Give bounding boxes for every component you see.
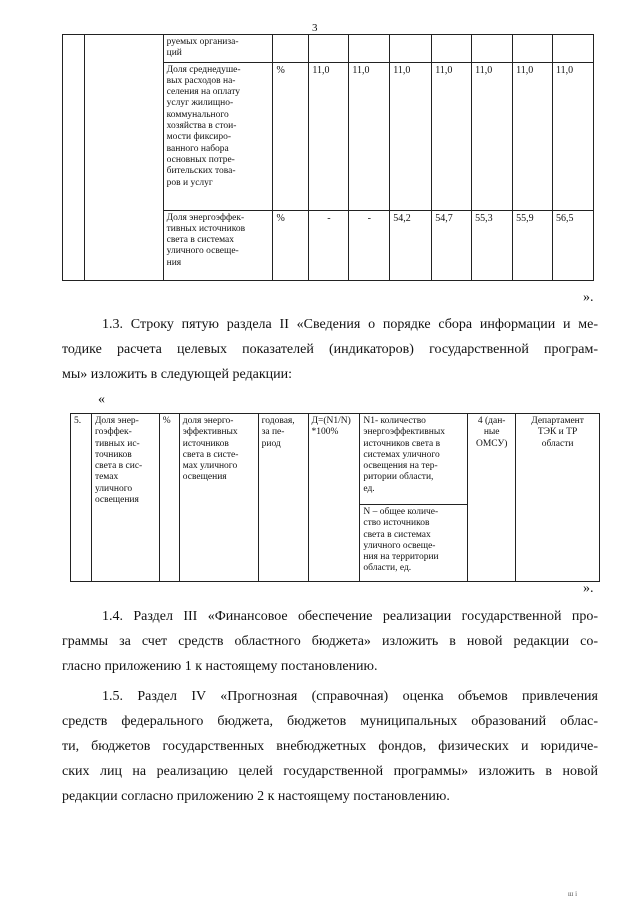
row-number-cell: 5. [71, 414, 92, 582]
value-cell: 54,2 [390, 210, 432, 280]
n-definition-cell: N – общее количе- ство источников света в системах уличного освеще- ния на территории области, ед. [360, 505, 468, 582]
value-cell [390, 35, 432, 63]
closing-quote: ». [583, 581, 594, 596]
indicator-name-cell: Доля энергоэффек- тивных источников света в системах уличного освеще- ния [163, 210, 273, 280]
value-cell: 55,9 [513, 210, 553, 280]
paragraph-1-3: 1.3. Строку пятую раздела II «Сведения о порядке сбора информации и ме- тодике расчета целевых показателей (индикаторов) государственной програм- мы» изложить в следующей редакции: [62, 317, 598, 382]
value-cell: 11,0 [349, 62, 390, 210]
value-cell: 11,0 [432, 62, 472, 210]
paragraph-1-5: 1.5. Раздел IV «Прогнозная (справочная) оценка объемов привлечения средств федерального бюджета, бюджетов муниципальных образований облас- ти, бюджетов государственных внебюджетных фондов, физических и юридиче- ских лиц на реализацию целей государственной программы» изложить в новой редакции согласно приложению 2 к настоящему постановлению. [62, 689, 598, 804]
table-cell [84, 35, 163, 281]
unit-cell [273, 35, 309, 63]
table-row [71, 414, 600, 505]
responsible-cell: Департамент ТЭК и ТР области [516, 414, 600, 582]
paragraph-1-4: 1.4. Раздел III «Финансовое обеспечение реализации государственной про- граммы за счет средств областного бюджета» изложить в новой редакции со- гласно приложению 1 к настоящему постановлению. [62, 609, 598, 674]
table-row [63, 35, 594, 63]
indicator-name-cell: Доля среднедуше- вых расходов на- селения на оплату услуг жилищно- коммунального хозяйства в стои- мости фиксиро- ванного набора основных потре- бительских това- ров и услуг [163, 62, 273, 210]
value-cell [309, 35, 349, 63]
value-cell: 11,0 [472, 62, 513, 210]
closing-quote: ». [583, 290, 594, 305]
footer-mark: ш і [568, 890, 578, 898]
unit-cell: % [273, 62, 309, 210]
formula-cell: Д=(N1/N) *100% [308, 414, 360, 582]
value-cell [472, 35, 513, 63]
value-cell: - [309, 210, 349, 280]
n1-definition-cell: N1- количество энергоэффективных источников света в системах уличного освещения на тер- ритории области, ед. [360, 414, 468, 505]
value-cell: 54,7 [432, 210, 472, 280]
value-cell: 11,0 [553, 62, 594, 210]
opening-quote: « [98, 392, 105, 407]
period-cell: годовая, за пе- риод [258, 414, 308, 582]
value-cell: - [349, 210, 390, 280]
value-cell [349, 35, 390, 63]
value-cell [513, 35, 553, 63]
value-cell: 55,3 [472, 210, 513, 280]
indicators-table [62, 34, 594, 281]
indicator-name-cell: Доля энер- гоэффек- тивных ис- точников света в сис- темах уличного освещения [91, 414, 159, 582]
method-table [70, 413, 600, 582]
unit-cell: % [273, 210, 309, 280]
unit-cell: % [159, 414, 179, 582]
value-cell [553, 35, 594, 63]
page-number: 3 [312, 22, 318, 34]
source-cell: 4 (дан- ные ОМСУ) [468, 414, 516, 582]
value-cell: 56,5 [553, 210, 594, 280]
definition-cell: доля энерго- эффективных источников света в систе- мах уличного освещения [179, 414, 258, 582]
indicator-name-cell: руемых организа- ций [163, 35, 273, 63]
value-cell: 11,0 [390, 62, 432, 210]
value-cell [432, 35, 472, 63]
value-cell: 11,0 [513, 62, 553, 210]
value-cell: 11,0 [309, 62, 349, 210]
table-cell [63, 35, 85, 281]
